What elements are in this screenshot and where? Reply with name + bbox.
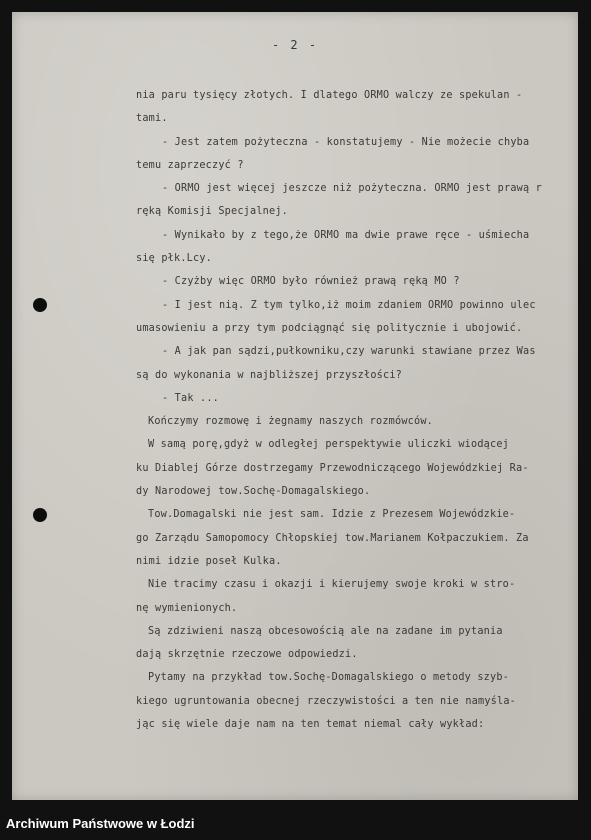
- text-line: nimi idzie poseł Kulka.: [136, 555, 282, 567]
- punch-hole: [33, 508, 47, 522]
- page-number: - 2 -: [271, 38, 319, 52]
- text-line: dy Narodowej tow.Sochę-Domagalskiego.: [136, 486, 371, 498]
- text-line: - Wynikało by z tego,że ORMO ma dwie prawe ręce - uśmiecha: [162, 229, 530, 241]
- document-page: [12, 12, 578, 800]
- text-line: umasowieniu a przy tym podciągnąć się politycznie i ubojowić.: [136, 322, 523, 334]
- archive-label: Archiwum Państwowe w Łodzi: [6, 816, 195, 831]
- text-line: Są zdziwieni naszą obcesowością ale na zadane im pytania: [148, 625, 503, 637]
- text-line: nia paru tysięcy złotych. I dlatego ORMO walczy ze spekulan -: [136, 90, 523, 101]
- text-line: Kończymy rozmowę i żegnamy naszych rozmówców.: [148, 416, 434, 428]
- text-line: ku Diablej Górze dostrzegamy Przewodniczącego Wojewódzkiej Ra-: [136, 462, 529, 474]
- text-line: go Zarządu Samopomocy Chłopskiej tow.Marianem Kołpaczukiem. Za: [136, 532, 529, 544]
- text-line: nę wymienionych.: [136, 602, 238, 614]
- text-line: temu zaprzeczyć ?: [136, 159, 244, 171]
- punch-hole: [33, 298, 47, 312]
- text-line: się płk.Lcy.: [136, 253, 213, 265]
- text-line: Nie tracimy czasu i okazji i kierujemy swoje kroki w stro-: [148, 579, 516, 591]
- text-line: Pytamy na przykład tow.Sochę-Domagalskiego o metody szyb-: [148, 672, 510, 684]
- text-line: są do wykonania w najbliższej przyszłości?: [136, 369, 403, 381]
- text-line: ręką Komisji Specjalnej.: [136, 206, 289, 218]
- text-line: - A jak pan sądzi,pułkowniku,czy warunki stawiane przez Was: [162, 346, 536, 358]
- text-line: Tow.Domagalski nie jest sam. Idzie z Prezesem Wojewódzkie-: [148, 509, 516, 521]
- text-line: - Jest zatem pożyteczna - konstatujemy - Nie możecie chyba: [162, 136, 530, 148]
- archive-footer-bar: [0, 808, 591, 840]
- text-line: kiego ugruntowania obecnej rzeczywistości a ten nie namyśla-: [136, 695, 517, 707]
- text-line: - Czyżby więc ORMO było również prawą ręką MO ?: [162, 276, 460, 288]
- typewritten-text: [136, 84, 576, 736]
- text-line: dają skrzętnie rzeczowe odpowiedzi.: [136, 649, 358, 661]
- text-line: - Tak ...: [162, 392, 220, 404]
- text-line: tami.: [136, 113, 168, 125]
- text-line: - ORMO jest więcej jeszcze niż pożyteczna. ORMO jest prawą r: [162, 183, 543, 195]
- text-line: - I jest nią. Z tym tylko,iż moim zdaniem ORMO powinno ulec: [162, 299, 536, 311]
- text-line: W samą porę,gdyż w odległej perspektywie uliczki wiodącej: [148, 439, 510, 451]
- text-line: jąc się wiele daje nam na ten temat niemal cały wykład:: [136, 719, 485, 731]
